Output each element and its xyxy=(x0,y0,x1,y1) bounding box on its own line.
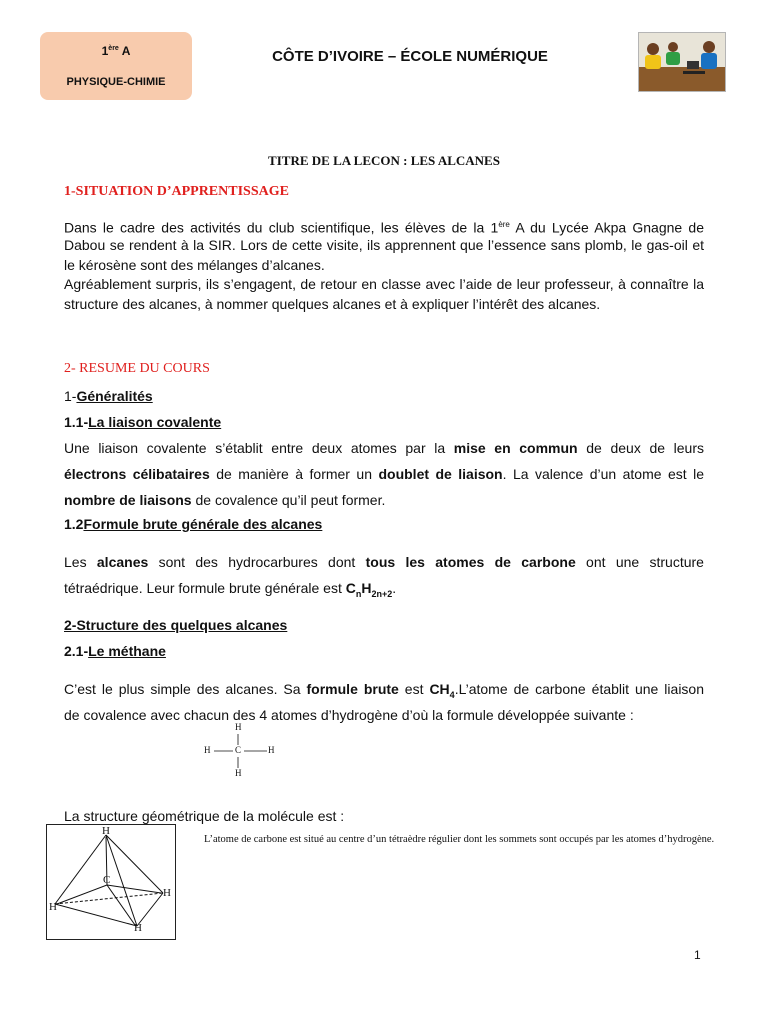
general-formula: $C_nH_{2n+2}$ xyxy=(345,580,393,599)
students-illustration-icon xyxy=(639,33,725,91)
tetra-h-top: H xyxy=(102,825,110,837)
dev-h-bottom: H xyxy=(235,768,242,778)
methane-line1: C’est le plus simple des alcanes. Sa formule brute est $CH_4.L’atome$ de carbone établit une liaison xyxy=(64,681,704,700)
structure-heading: 2-Structure des quelques alcanes xyxy=(64,617,288,633)
dev-bonds-icon xyxy=(196,722,286,782)
class-level-box xyxy=(40,32,192,100)
dev-c-center: C xyxy=(235,745,242,755)
developed-formula-diagram xyxy=(196,722,286,782)
geometric-structure-label: La structure géométrique de la molécule est : xyxy=(64,808,345,824)
dev-h-right: H xyxy=(268,745,275,755)
methane-heading: 2.1-Le méthane xyxy=(64,643,166,659)
class-level: 1ère A xyxy=(101,44,131,58)
subject-label: PHYSIQUE-CHIMIE xyxy=(66,76,166,88)
tetrahedron-description: L’atome de carbone est situé au centre d’un tétraèdre régulier dont les sommets sont occupés par les atomes d’hydrogène. xyxy=(204,834,715,845)
liaison-covalente-heading: 1.1-La liaison covalente xyxy=(64,414,222,430)
tetrahedron-icon xyxy=(47,825,175,939)
methane-formula: $CH_4$ xyxy=(429,681,455,700)
dev-h-left: H xyxy=(204,745,211,755)
situation-paragraph1-rest: Dabou se rendent à la SIR. Lors de cette visite, ils apprennent que l’essence sans plomb, le gas-oil et le kérosène sont des mélanges d’alcanes. xyxy=(64,237,704,273)
lesson-title: TITRE DE LA LECON : LES ALCANES xyxy=(268,153,500,168)
tetra-h-right: H xyxy=(163,887,171,899)
generalites-heading: 1-Généralités xyxy=(64,388,153,404)
tetra-h-left: H xyxy=(49,901,57,913)
header-title: CÔTE D’IVOIRE – ÉCOLE NUMÉRIQUE xyxy=(272,48,548,65)
school-logo-image xyxy=(638,32,726,92)
tetra-h-bottom: H xyxy=(134,922,142,934)
covalent-line1: Une liaison covalente s’établit entre deux atomes par la mise en commun de deux de leurs xyxy=(64,440,704,456)
section-heading-resume: 2- RESUME DU COURS xyxy=(64,361,210,376)
alcanes-line2: tétraédrique. Leur formule brute générale est $C_nH_{2n+2}$. xyxy=(64,580,397,599)
situation-paragraph2: Agréablement surpris, ils s’engagent, de retour en classe avec l’aide de leur professeur, à connaître la structure des alcanes, à nommer quelques alcanes et à expliquer l’intérêt des alcanes. xyxy=(64,276,704,312)
tetra-c-center: C xyxy=(103,874,111,886)
methane-line2: de covalence avec chacun des 4 atomes d’hydrogène d’où la formule développée suivante : xyxy=(64,707,634,723)
situation-line1: Dans le cadre des activités du club scientifique, les élèves de la 1ère A du Lycée Akpa Gnagne de xyxy=(64,219,704,236)
alcanes-line1: Les alcanes sont des hydrocarbures dont tous les atomes de carbone ont une structure xyxy=(64,554,704,570)
page-number: 1 xyxy=(694,948,701,962)
tetrahedron-figure xyxy=(46,824,176,940)
dev-h-top: H xyxy=(235,722,242,732)
section-heading-situation: 1-SITUATION D’APPRENTISSAGE xyxy=(64,184,289,199)
formule-brute-heading: 1.2Formule brute générale des alcanes xyxy=(64,516,323,532)
covalent-line3: nombre de liaisons de covalence qu’il peut former. xyxy=(64,492,386,508)
covalent-line2: électrons célibataires de manière à former un doublet de liaison. La valence d’un atome est le xyxy=(64,466,705,482)
